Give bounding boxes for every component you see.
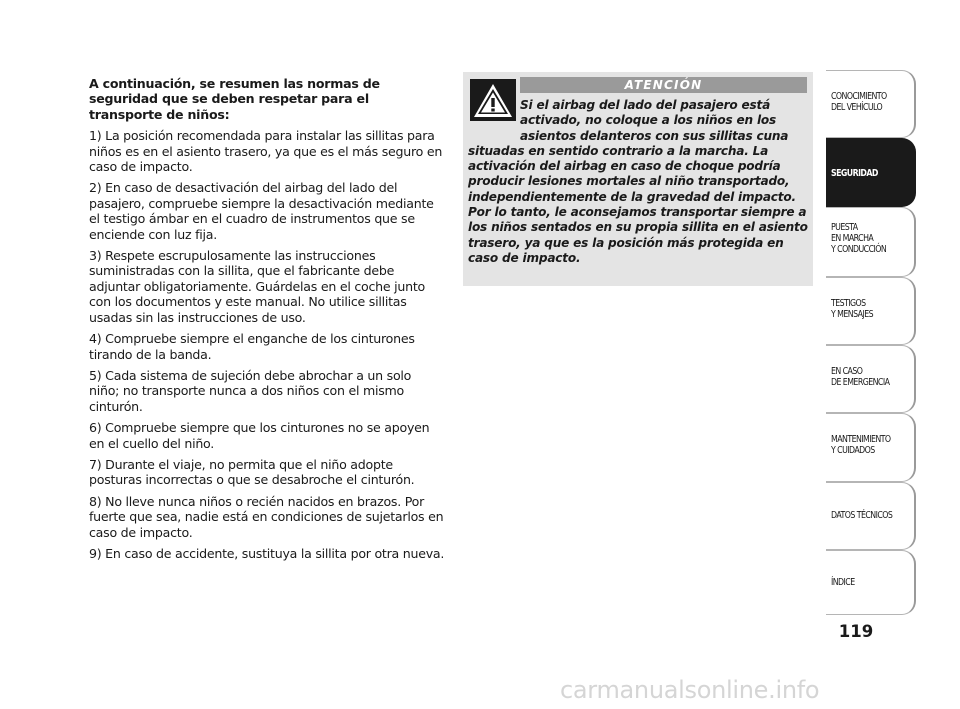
warning-box: [463, 72, 813, 286]
main-text-column: [89, 76, 445, 567]
rule-item-4: 4) Compruebe siempre el enganche de los cinturones tirando de la banda.: [89, 331, 415, 362]
watermark: carmanualsonline.info: [560, 676, 820, 704]
tab-label: PUESTA EN MARCHA Y CONDUCCIÓN: [831, 222, 887, 255]
tab-seguridad[interactable]: [826, 138, 916, 207]
rule-item-5: 5) Cada sistema de sujeción debe abrochar a un solo niño; no transporte nunca a dos niños con el mismo cinturón.: [89, 367, 412, 414]
tab-label: CONOCIMIENTO DEL VEHÍCULO: [831, 91, 887, 113]
rule-item-2: 2) En caso de desactivación del airbag del lado del pasajero, compruebe siempre la desactivación mediante el testigo ámbar en el cuadro de instrumentos que se enciende con luz fija.: [89, 180, 434, 242]
rule-item-6: 6) Compruebe siempre que los cinturones no se apoyen en el cuello del niño.: [89, 420, 430, 451]
section-tabs: [826, 70, 918, 615]
tab-indice[interactable]: [826, 550, 916, 615]
rule-item-7: 7) Durante el viaje, no permita que el niño adopte posturas incorrectas o que se desabroche el cinturón.: [89, 456, 415, 488]
tab-label: DATOS TÉCNICOS: [831, 510, 893, 521]
tab-testigos-y-mensajes[interactable]: [826, 277, 916, 345]
tab-label: TESTIGOS Y MENSAJES: [831, 298, 874, 320]
tab-en-caso-de-emergencia[interactable]: [826, 345, 916, 413]
page-number: 119: [838, 622, 874, 641]
tab-label: EN CASO DE EMERGENCIA: [831, 366, 890, 388]
tab-datos-tecnicos[interactable]: [826, 482, 916, 550]
rule-item-3: 3) Respete escrupulosamente las instrucciones suministradas con la sillita, que el fabricante debe adjuntar obligatoriamente. Guárdelas en el coche junto con los documentos y este manual. No utilice sillitas usadas sin las instrucciones de uso.: [89, 248, 425, 325]
tab-puesta-en-marcha[interactable]: [826, 207, 916, 277]
icon-spacer: [468, 98, 520, 130]
rule-item-8: 8) No lleve nunca niños o recién nacidos en brazos. Por fuerte que sea, nadie está en condiciones de sujetarlos en caso de impacto.: [89, 493, 444, 540]
tab-label: SEGURIDAD: [831, 168, 878, 179]
tab-label: MANTENIMIENTO Y CUIDADOS: [831, 434, 891, 456]
tab-mantenimiento-y-cuidados[interactable]: [826, 413, 916, 482]
warning-text: Si el airbag del lado del pasajero está activado, no coloque a los niños en los asientos delanteros con sus sillitas cuna situadas en sentido contrario a la marcha. La activación del airbag en caso de choque podría producir lesiones mortales al niño transportado, independientemente de la gravedad del impacto. Por lo tanto, le aconsejamos transportar siempre a los niños sentados en su propia sillita en el asiento trasero, ya que es la posición más protegida en caso de impacto.: [468, 98, 808, 265]
warning-text-block: [468, 98, 808, 266]
intro-heading: A continuación, se resumen las normas de seguridad que se deben respetar para el transporte de niños:: [89, 76, 380, 122]
rule-item-1: 1) La posición recomendada para instalar las sillitas para niños es en el asiento trasero, ya que es el más seguro en caso de impacto.: [89, 128, 443, 175]
tab-label: ÍNDICE: [831, 577, 855, 588]
rule-item-9: 9) En caso de accidente, sustituya la sillita por otra nueva.: [89, 545, 445, 561]
warning-title: ATENCIÓN: [520, 77, 807, 93]
tab-conocimiento-del-vehiculo[interactable]: [826, 70, 916, 138]
